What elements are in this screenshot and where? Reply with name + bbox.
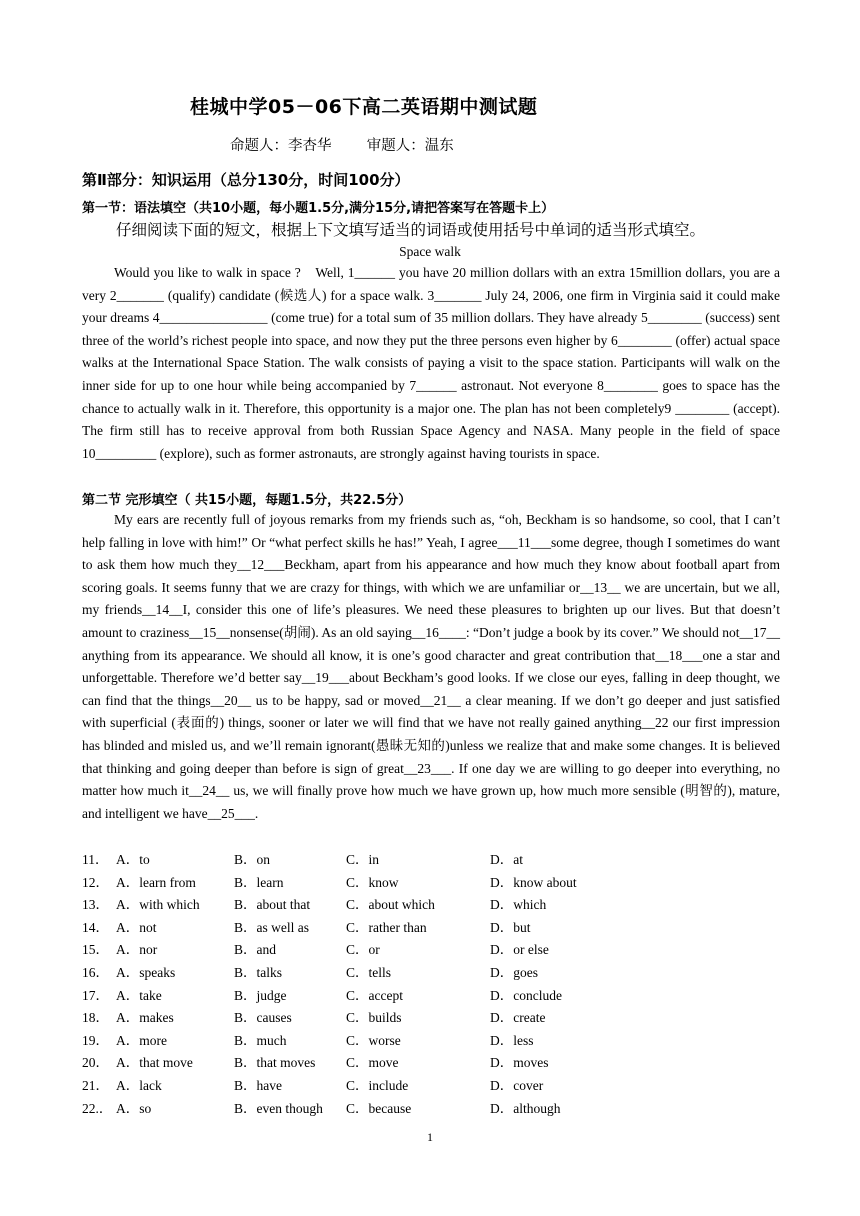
option-d: D．less — [490, 1032, 534, 1048]
author-line — [230, 134, 454, 155]
option-a: A．take — [116, 987, 162, 1003]
question-number: 11． — [82, 852, 109, 867]
question-number: 13． — [82, 897, 109, 913]
option-c: C．about which — [346, 897, 435, 913]
option-row — [82, 1030, 782, 1053]
option-row — [82, 1075, 782, 1098]
option-b: B．and — [234, 942, 276, 958]
option-b: B．as well as — [234, 919, 309, 935]
part-heading: 第Ⅱ部分：知识运用（总分130分，时间100分） — [82, 171, 410, 189]
question-number: 22.． — [82, 1100, 113, 1116]
option-c: C．because — [346, 1100, 412, 1116]
option-d: D．conclude — [490, 987, 562, 1003]
option-a: A．speaks — [116, 964, 176, 980]
section2-heading: 第二节 完形填空（ 共15小题，每题1.5分，共22.5分） — [82, 493, 412, 508]
option-c: C．worse — [346, 1032, 401, 1048]
option-c: C．move — [346, 1055, 399, 1071]
section1-heading: 第一节：语法填空（共10小题，每小题1.5分,满分15分,请把答案写在答题卡上） — [82, 201, 555, 216]
option-b: B．much — [234, 1032, 287, 1048]
passage-title: Space walk — [399, 244, 461, 259]
option-row — [82, 917, 782, 940]
question-number: 16． — [82, 964, 109, 980]
question-number: 17． — [82, 987, 109, 1003]
option-c: C．accept — [346, 987, 403, 1003]
option-d: D．or else — [490, 942, 549, 958]
option-a: A．lack — [116, 1077, 162, 1093]
option-d: D．cover — [490, 1077, 544, 1093]
option-b: B．causes — [234, 1010, 292, 1026]
option-d: D．moves — [490, 1055, 549, 1071]
option-row — [82, 985, 782, 1008]
option-row — [82, 1052, 782, 1075]
option-d: D．goes — [490, 964, 538, 980]
option-row — [82, 1007, 782, 1030]
section1-passage: Would you like to walk in space ? Well, 1______ you have 20 million dollars with an extra 15million dollars, you are a very 2_______ (qualify) candidate (候选人) for a space walk. 3_______ July 24, 2006, one firm in Virginia said it could make your dreams 4________________ (come true) for a total sum of 35 million dollars. They have already 5________ (success) sent three of the world’s richest people into space, and now they put the three persons even higher by 6________ (offer) actual space walks at the International Space Station. The walk consists of paying a visit to the space station. Participants will walk on the inner side for up to one hour while being accompanied by 7______ astronaut. Not everyone 8________ goes to space has the chance to actually walk in it. Therefore, this opportunity is a major one. The plan has not been completely9 ________ (accept). The firm still has to receive approval from both Russian Space Agency and NASA. Many people in the field of space 10_________ (explore), such as former astronauts, are strongly against having tourists in space. — [82, 265, 780, 461]
question-number: 19． — [82, 1032, 109, 1048]
option-c: C．tells — [346, 964, 392, 980]
option-row — [82, 962, 782, 985]
option-c: C．builds — [346, 1010, 402, 1026]
question-number: 15． — [82, 942, 109, 958]
question-number: 21． — [82, 1077, 109, 1093]
option-b: B．about that — [234, 897, 311, 913]
question-number: 12． — [82, 874, 109, 890]
option-d: D．know about — [490, 874, 577, 890]
option-d: D．but — [490, 919, 531, 935]
page-number: 1 — [427, 1130, 433, 1144]
page-title: 桂城中学05－06下高二英语期中测试题 — [190, 96, 538, 118]
option-row — [82, 872, 782, 895]
option-a: A．makes — [116, 1010, 174, 1026]
option-b: B．on — [234, 852, 271, 867]
option-row — [82, 894, 782, 917]
option-d: D．although — [490, 1100, 561, 1116]
option-b: B．judge — [234, 987, 287, 1003]
section1-instruction: 仔细阅读下面的短文，根据上下文填写适当的词语或使用括号中单词的适当形式填空。 — [116, 221, 706, 239]
option-b: B．talks — [234, 964, 283, 980]
option-c: C．rather than — [346, 919, 427, 935]
option-a: A．with which — [116, 897, 200, 913]
option-b: B．even though — [234, 1100, 323, 1116]
option-d: D．create — [490, 1010, 546, 1026]
option-c: C．or — [346, 942, 380, 958]
setter-label: 命题人：李杏华 — [230, 138, 332, 154]
option-b: B．that moves — [234, 1055, 316, 1071]
option-a: A．not — [116, 919, 157, 935]
option-a: A．more — [116, 1032, 167, 1048]
option-c: C．know — [346, 874, 399, 890]
option-b: B．learn — [234, 874, 284, 890]
option-row — [82, 939, 782, 962]
question-number: 14． — [82, 919, 109, 935]
question-number: 20． — [82, 1055, 109, 1071]
option-c: C．in — [346, 852, 380, 867]
option-d: D．at — [490, 852, 523, 867]
section2-passage: My ears are recently full of joyous remarks from my friends such as, “oh, Beckham is so handsome, so cool, that I can’t help falling in love with him!” Or “what perfect skills he has!” Yeah, I agree___11___some degree, though I sometimes do want to ask them how much they__12___Beckham, apart from his appearance and how much they know about football apart from scoring goals. It seems funny that we are crazy for things, with which we are unfamiliar or__13__ we are uncertain, but we all, my friends__14__I, consider this one of life’s pleasures. We need these pleasures to brighten up our lives. But that doesn’t amount to craziness__15__nonsense(胡闹). As an old saying__16____: “Don’t judge a book by its cover.” We should not__17__ anything from its appearance. We should all know, it is one’s good character and great contribution that__18___one a star and unforgettable. Therefore we’d better say__19___about Beckham’s good looks. If we close our eyes, falling in deep thought, we can find that the things__20__ us to be happy, sad or moved__21__ a clear meaning. If we don’t go deeper and just satisfied with superficial (表面的) things, sooner or later we will find that we have not really gained anything__22 our first impression has blinded and misled us, and we’ll remain ignorant(愚昧无知的)unless we realize that and make some changes. It is believed that thinking and going deeper than before is sign of great__23___. If one day we are willing to go deeper into everything, no matter how much it__24__ us, we will finally prove how much we have grown up, how much more sensible (明智的), mature, and intelligent we have__25___. — [82, 512, 780, 821]
question-number: 18． — [82, 1010, 109, 1026]
option-row — [82, 849, 782, 872]
option-a: A．so — [116, 1100, 152, 1116]
option-a: A．learn from — [116, 874, 196, 890]
option-a: A．that move — [116, 1055, 193, 1071]
option-c: C．include — [346, 1077, 409, 1093]
reviewer-label: 审题人：温东 — [366, 138, 454, 154]
option-a: A．nor — [116, 942, 158, 958]
option-b: B．have — [234, 1077, 282, 1093]
option-a: A．to — [116, 852, 150, 867]
option-d: D．which — [490, 897, 547, 913]
options-list — [82, 849, 782, 1120]
option-row — [82, 1098, 782, 1121]
